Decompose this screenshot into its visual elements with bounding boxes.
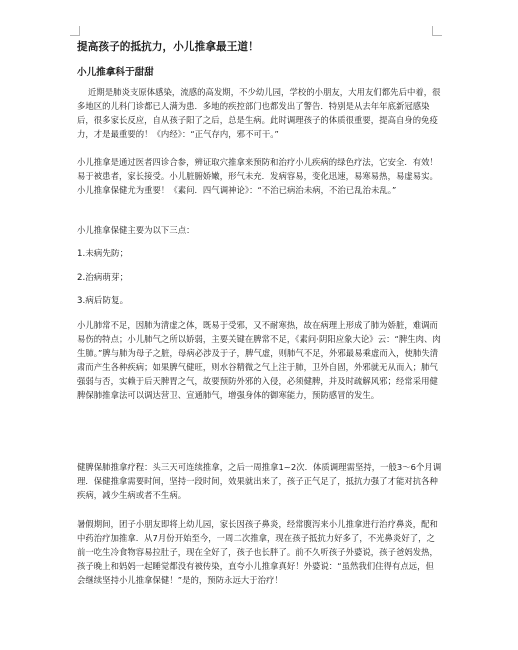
page-corner-mark-right: [432, 26, 442, 36]
page-corner-mark-left: [70, 26, 80, 36]
article-title: 提高孩子的抵抗力，小儿推拿最王道！: [77, 41, 259, 53]
three-points-lead: 小儿推拿保健主要为以下三点：: [77, 225, 195, 235]
course-paragraph: 健脾保肺推拿疗程：头三天可连续推拿，之后一周推拿1~2次．体质调理需坚持，一般3～6个月调理．保健推拿需要时间，坚持一段时间，效果就出来了，孩子正气足了，抵抗力强了才能对抗各种疾病，减少生病或者不生病。: [77, 462, 442, 500]
theory-paragraph: 小儿肺常不足，因肺为清虚之体，既易于受邪，又不耐寒热，故在病理上形成了肺为娇脏，难调而易伤的特点；小儿肺气之所以娇弱，主要关键在脾常不足，《素问·阴阳应象大论》云：“脾生肉、肉生肺。”脾与肺为母子之脏，母病必涉及于子，脾气虚，则肺气不足，外邪最易乘虚而入，使肺失清肃而产生各种疾病；如果脾气健旺，则水谷精微之气上注于肺，卫外自固，外邪就无从而入；肺气强弱与否，实赖于后天脾胃之气，故要预防外邪的入侵，必须健脾，并及时疏解风邪；经常采用健脾保肺推拿法可以调达营卫、宣通肺气，增强身体的御寒能力，预防感冒的发生。: [77, 320, 441, 400]
tuina-basis-paragraph: 小儿推拿是通过医者四诊合参，辨证取穴推拿来预防和治疗小儿疾病的绿色疗法，它安全．有效！易于被患者，家长接受。小儿脏腑娇嫩，形气未充．发病容易，变化迅速，易寒易热，易虚易实。小儿推拿保健尤为重要！《素问．四气调神论》：“不治已病治未病，不治已乱治未乱。”: [77, 157, 438, 195]
article-author: 小儿推拿科于甜甜: [77, 67, 154, 78]
point-item: 3.病后防复。: [77, 296, 129, 306]
intro-paragraph: 近期是肺炎支原体感染，流感的高发期，不少幼儿园，学校的小朋友，大用友们都先后中着，很多地区的儿科门诊都已人满为患．多地的疾控部门也都发出了警告．特别是从去年年底新冠感染后，很多家长反应，自从孩子阳了之后，总是生病。此时调理孩子的体质很重要，提高自身的免疫力，才是最重要的！《内经》：“正气存内，邪不可干。”: [77, 87, 441, 139]
point-item: 2.治病萌芽；: [77, 273, 129, 283]
case-story-paragraph: 暑假期间，团子小朋友即将上幼儿园，家长因孩子鼻炎，经常腹泻来小儿推拿进行治疗鼻炎，配和中药治疗加推拿．从7月份开始至今，一周二次推拿，现在孩子抵抗力好多了，不光鼻炎好了，之前一吃生冷食物容易拉肚子，现在全好了，孩子也长胖了。前不久听孩子外婆说，孩子爸妈发热，孩子晚上和妈妈一起睡觉都没有被传染，直夸小儿推拿真好！外婆说：“虽然我们住得有点远，但会继续坚持小儿推拿保健！”是的，预防永远大于治疗！: [77, 519, 438, 585]
point-item: 1.未病先防；: [77, 249, 129, 259]
